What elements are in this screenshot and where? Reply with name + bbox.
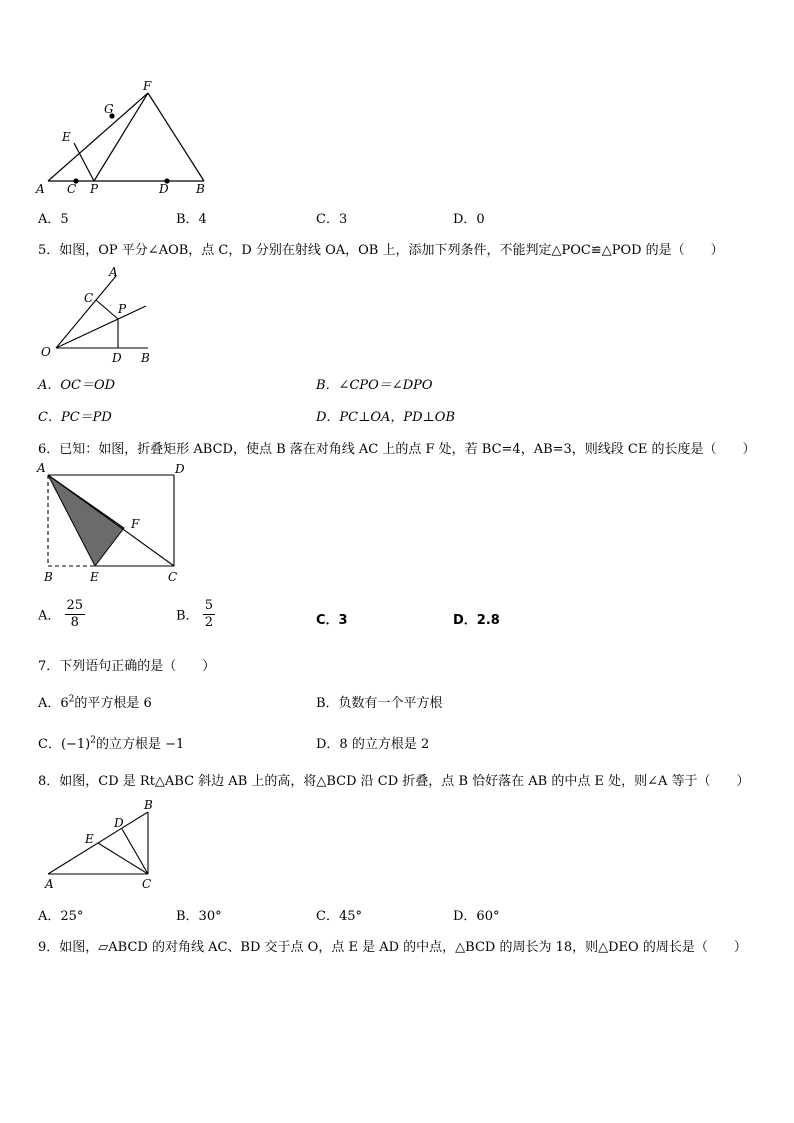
label-f: F bbox=[131, 517, 140, 531]
label-a: A bbox=[36, 182, 45, 196]
q7-option-a bbox=[38, 692, 152, 711]
q5-figure bbox=[36, 266, 166, 366]
q8-option-a: A．25° bbox=[38, 909, 84, 924]
label-p: P bbox=[90, 182, 99, 196]
label-e: E bbox=[62, 130, 71, 144]
numerator: 5 bbox=[204, 598, 213, 613]
label-e: E bbox=[90, 570, 99, 584]
q6-option-c: C．3 bbox=[316, 613, 348, 628]
q4-option-c: C．3 bbox=[316, 212, 348, 227]
q7-option-b: B．负数有一个平方根 bbox=[316, 696, 443, 711]
label-a: A bbox=[109, 265, 118, 279]
label-d: D bbox=[159, 182, 169, 196]
fraction bbox=[65, 598, 86, 630]
option-prefix: B． bbox=[176, 608, 199, 624]
option-prefix: A． bbox=[38, 608, 61, 624]
q6-option-a bbox=[38, 598, 85, 630]
label-a: A bbox=[45, 877, 54, 891]
label-b: B bbox=[44, 570, 53, 584]
q4-option-d: D．0 bbox=[453, 212, 485, 227]
label-b: B bbox=[196, 182, 205, 196]
q6-option-d: D．2.8 bbox=[453, 613, 500, 628]
q7-option-c bbox=[38, 733, 184, 752]
label-d: D bbox=[175, 462, 185, 476]
q4-option-b: B．4 bbox=[176, 212, 207, 227]
label-d: D bbox=[114, 816, 124, 830]
q8-option-b: B．30° bbox=[176, 909, 222, 924]
label-p: P bbox=[118, 302, 127, 316]
numerator: 25 bbox=[66, 598, 84, 613]
q6-text: 6．已知：如图，折叠矩形 ABCD，使点 B 落在对角线 AC 上的点 F 处，若 BC=4，AB=3，则线段 CE 的长度是（ ） bbox=[38, 442, 756, 457]
option-prefix: A．6 bbox=[38, 696, 69, 711]
q5-option-a: A．OC＝OD bbox=[38, 378, 116, 393]
shaded-triangle bbox=[48, 475, 124, 566]
q7-option-d: D．8 的立方根是 2 bbox=[316, 737, 430, 752]
q5-option-c: C．PC＝PD bbox=[38, 410, 112, 425]
q8-option-c: C．45° bbox=[316, 909, 362, 924]
option-rest: 的平方根是 6 bbox=[74, 696, 152, 711]
label-c: C bbox=[84, 291, 94, 305]
denominator: 2 bbox=[204, 614, 213, 630]
q5-text: 5．如图，OP 平分∠AOB，点 C，D 分别在射线 OA，OB 上，添加下列条件，不能判定△POC≌△POD 的是（ ） bbox=[38, 243, 724, 258]
superscript: 2 bbox=[68, 694, 75, 705]
q8-option-d: D．60° bbox=[453, 909, 500, 924]
fraction bbox=[203, 598, 215, 630]
option-rest: 的立方根是 −1 bbox=[96, 737, 185, 752]
q4-figure bbox=[30, 75, 220, 200]
label-c: C bbox=[142, 877, 152, 891]
label-c: C bbox=[168, 570, 178, 584]
q8-figure bbox=[38, 798, 168, 893]
q5-option-d: D．PC⊥OA，PD⊥OB bbox=[316, 410, 455, 425]
q8-text: 8．如图，CD 是 Rt△ABC 斜边 AB 上的高，将△BCD 沿 CD 折叠，点 B 恰好落在 AB 的中点 E 处，则∠A 等于（ ） bbox=[38, 774, 750, 789]
q7-text: 7．下列语句正确的是（ ） bbox=[38, 659, 216, 674]
label-a: A bbox=[37, 461, 46, 475]
superscript: 2 bbox=[90, 735, 96, 746]
label-b: B bbox=[144, 798, 153, 812]
q9-text: 9．如图，▱ABCD 的对角线 AC、BD 交于点 O，点 E 是 AD 的中点，△BCD 的周长为 18，则△DEO 的周长是（ ） bbox=[38, 940, 747, 955]
label-d: D bbox=[112, 351, 122, 365]
q4-option-a: A．5 bbox=[38, 212, 69, 227]
label-o: O bbox=[41, 345, 51, 359]
q5-option-b: B．∠CPO＝∠DPO bbox=[316, 378, 433, 393]
label-g: G bbox=[104, 102, 114, 116]
label-c: C bbox=[67, 182, 77, 196]
denominator: 8 bbox=[70, 614, 79, 630]
q6-figure bbox=[34, 460, 194, 585]
option-prefix: C．(−1) bbox=[38, 737, 91, 752]
q6-option-b bbox=[176, 598, 215, 630]
label-f: F bbox=[143, 79, 152, 93]
label-b: B bbox=[141, 351, 150, 365]
label-e: E bbox=[85, 832, 94, 846]
